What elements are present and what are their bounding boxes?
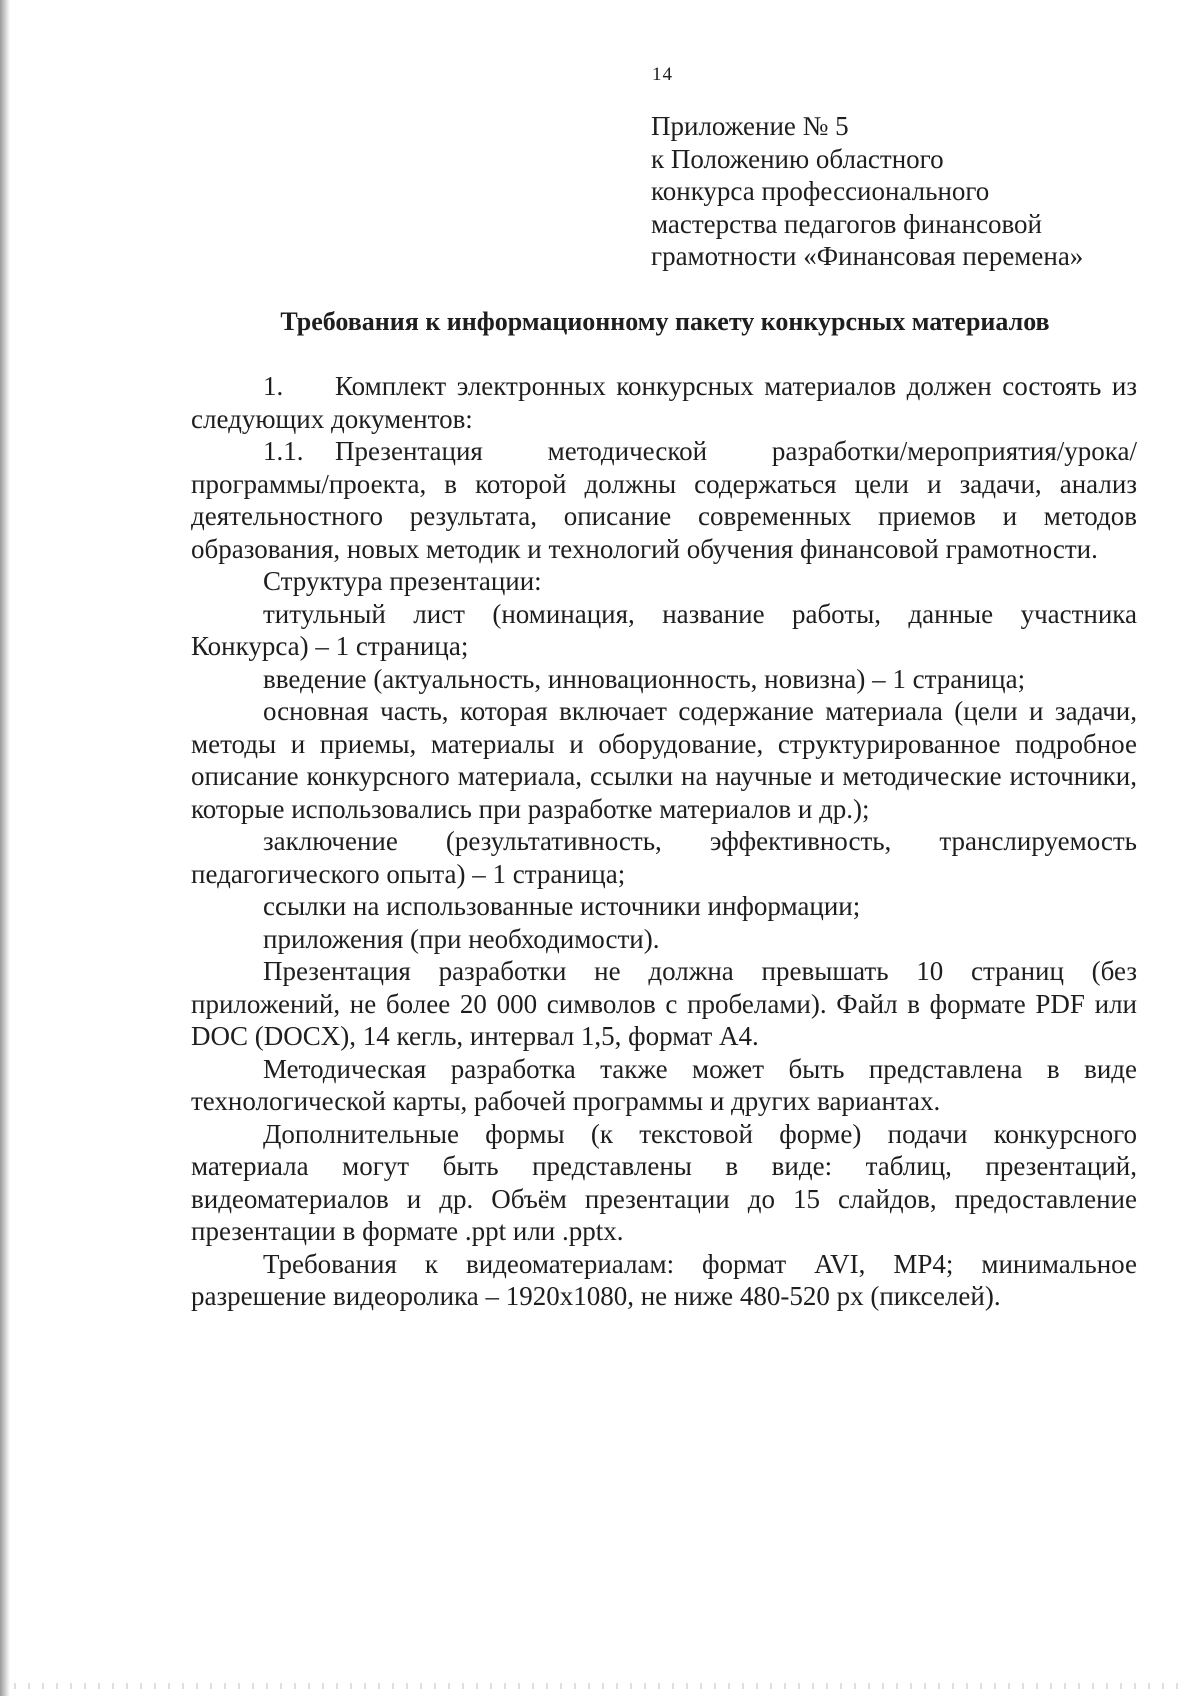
- appendix-line: Приложение № 5: [651, 111, 849, 141]
- structure-item: основная часть, которая включает содержание материала (цели и задачи, методы и приемы, материалы и оборудование, структурированное подробное описание конкурсного материала, ссылки на научные и методические источники, которые использовались при разработке материалов и др.);: [191, 696, 1137, 824]
- paragraph: Презентация разработки не должна превышать 10 страниц (без приложений, не более 20 000 символов с пробелами). Файл в формате PDF или DOC (DOCX), 14 кегль, интервал 1,5, формат А4.: [191, 956, 1137, 1051]
- structure-item: заключение (результативность, эффективность, транслируемость педагогического опыта) – 1 страница;: [191, 826, 1137, 889]
- item-number: 1.1.: [263, 436, 304, 466]
- appendix-line: грамотности «Финансовая перемена»: [651, 241, 1084, 271]
- item-number: 1.: [263, 371, 284, 401]
- structure-item: введение (актуальность, инновационность, новизна) – 1 страница;: [263, 663, 1026, 694]
- appendix-line: мастерства педагогов финансовой: [651, 208, 1042, 239]
- scan-edge-shadow: [0, 0, 10, 1696]
- item-text: Презентация методической разработки/мероприятия/урока/ программы/проекта, в которой должны содержаться цели и задачи, анализ деятельностного результата, описание современных приемов и методов образования, новых методик и технологий обучения финансовой грамотности.: [191, 436, 1137, 564]
- appendix-line: к Положению областного: [651, 143, 944, 174]
- structure-item: приложения (при необходимости).: [263, 923, 660, 954]
- paragraph: Методическая разработка также может быть представлена в виде технологической карты, рабочей программы и других вариантах.: [191, 1053, 1137, 1116]
- appendix-line: конкурса профессионального: [651, 176, 990, 206]
- paragraph: Дополнительные формы (к текстовой форме) подачи конкурсного материала могут быть представлены в виде: таблиц, презентаций, видеоматериалов и др. Объём презентации до 15 слайдов, предоставление презентации в формате .ppt или .pptx.: [191, 1118, 1137, 1246]
- structure-item: ссылки на использованные источники информации;: [263, 891, 861, 921]
- document-body: [191, 370, 1137, 1313]
- page-number: 14: [652, 64, 673, 85]
- appendix-header: [651, 110, 1171, 273]
- scan-bottom-marks: [14, 1683, 1184, 1689]
- structure-item: титульный лист (номинация, название работы, данные участника Конкурса) – 1 страница;: [191, 598, 1137, 661]
- document-title: Требования к информационному пакету конкурсных материалов: [280, 307, 1050, 336]
- paragraph: Требования к видеоматериалам: формат AVI, MP4; минимальное разрешение видеоролика – 1920х1080, не ниже 480-520 px (пикселей).: [191, 1248, 1137, 1311]
- structure-heading: Структура презентации:: [263, 566, 542, 596]
- item-1: [191, 370, 1137, 435]
- item-text: Комплект электронных конкурсных материалов должен состоять из следующих документов:: [191, 371, 1137, 434]
- item-1-1: [191, 435, 1137, 565]
